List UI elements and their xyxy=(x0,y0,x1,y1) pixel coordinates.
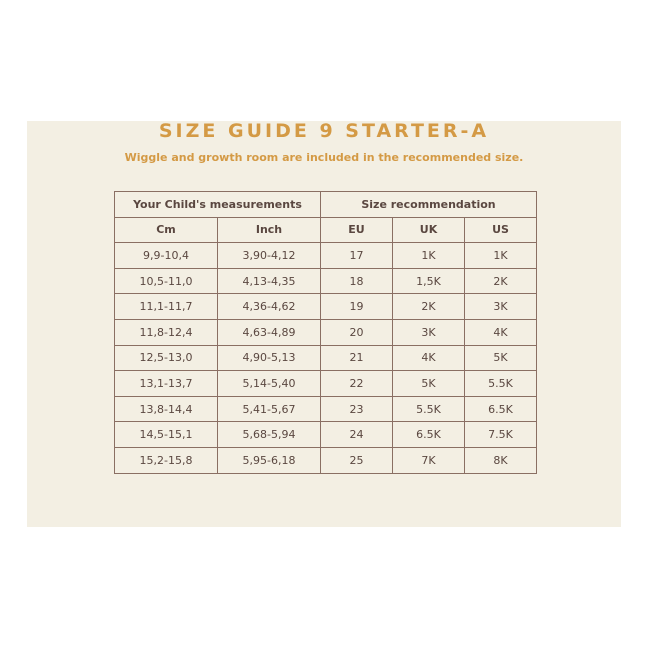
table-row xyxy=(115,396,537,422)
cell-cm: 13,1-13,7 xyxy=(115,371,218,397)
cell-cm: 11,8-12,4 xyxy=(115,319,218,345)
cell-inch: 4,36-4,62 xyxy=(218,294,321,320)
table-row xyxy=(115,371,537,397)
cell-eu: 18 xyxy=(321,268,393,294)
cell-us: 3K xyxy=(465,294,537,320)
table-body xyxy=(115,243,537,473)
cell-us: 1K xyxy=(465,243,537,269)
cell-inch: 5,14-5,40 xyxy=(218,371,321,397)
cell-us: 5K xyxy=(465,345,537,371)
cell-eu: 22 xyxy=(321,371,393,397)
table-row xyxy=(115,243,537,269)
table-row xyxy=(115,422,537,448)
column-header-us: US xyxy=(465,217,537,243)
cell-uk: 3K xyxy=(393,319,465,345)
cell-eu: 23 xyxy=(321,396,393,422)
size-guide-panel xyxy=(27,121,621,527)
cell-uk: 4K xyxy=(393,345,465,371)
cell-cm: 13,8-14,4 xyxy=(115,396,218,422)
cell-cm: 9,9-10,4 xyxy=(115,243,218,269)
cell-cm: 14,5-15,1 xyxy=(115,422,218,448)
cell-inch: 4,13-4,35 xyxy=(218,268,321,294)
cell-inch: 5,41-5,67 xyxy=(218,396,321,422)
cell-inch: 3,90-4,12 xyxy=(218,243,321,269)
cell-uk: 2K xyxy=(393,294,465,320)
cell-cm: 10,5-11,0 xyxy=(115,268,218,294)
group-header-row xyxy=(115,192,537,218)
cell-eu: 20 xyxy=(321,319,393,345)
column-header-uk: UK xyxy=(393,217,465,243)
group-header-size-recommendation: Size recommendation xyxy=(321,192,537,218)
cell-us: 4K xyxy=(465,319,537,345)
cell-cm: 12,5-13,0 xyxy=(115,345,218,371)
cell-uk: 5K xyxy=(393,371,465,397)
cell-eu: 19 xyxy=(321,294,393,320)
cell-uk: 1K xyxy=(393,243,465,269)
cell-eu: 25 xyxy=(321,447,393,473)
cell-eu: 21 xyxy=(321,345,393,371)
cell-inch: 5,95-6,18 xyxy=(218,447,321,473)
column-header-row xyxy=(115,217,537,243)
table-row xyxy=(115,447,537,473)
cell-uk: 6.5K xyxy=(393,422,465,448)
size-table xyxy=(114,191,537,474)
cell-inch: 5,68-5,94 xyxy=(218,422,321,448)
cell-eu: 17 xyxy=(321,243,393,269)
cell-us: 8K xyxy=(465,447,537,473)
cell-us: 7.5K xyxy=(465,422,537,448)
cell-inch: 4,63-4,89 xyxy=(218,319,321,345)
cell-cm: 15,2-15,8 xyxy=(115,447,218,473)
page-title: SIZE GUIDE 9 STARTER-A xyxy=(158,120,490,142)
table-row xyxy=(115,294,537,320)
cell-uk: 7K xyxy=(393,447,465,473)
column-header-cm: Cm xyxy=(115,217,218,243)
cell-us: 2K xyxy=(465,268,537,294)
cell-inch: 4,90-5,13 xyxy=(218,345,321,371)
table-row xyxy=(115,319,537,345)
cell-us: 5.5K xyxy=(465,371,537,397)
table-row xyxy=(115,268,537,294)
table-row xyxy=(115,345,537,371)
cell-us: 6.5K xyxy=(465,396,537,422)
cell-cm: 11,1-11,7 xyxy=(115,294,218,320)
column-header-eu: EU xyxy=(321,217,393,243)
column-header-inch: Inch xyxy=(218,217,321,243)
group-header-measurements: Your Child's measurements xyxy=(115,192,321,218)
cell-uk: 1,5K xyxy=(393,268,465,294)
cell-uk: 5.5K xyxy=(393,396,465,422)
cell-eu: 24 xyxy=(321,422,393,448)
page-subtitle: Wiggle and growth room are included in the recommended size. xyxy=(124,151,524,164)
